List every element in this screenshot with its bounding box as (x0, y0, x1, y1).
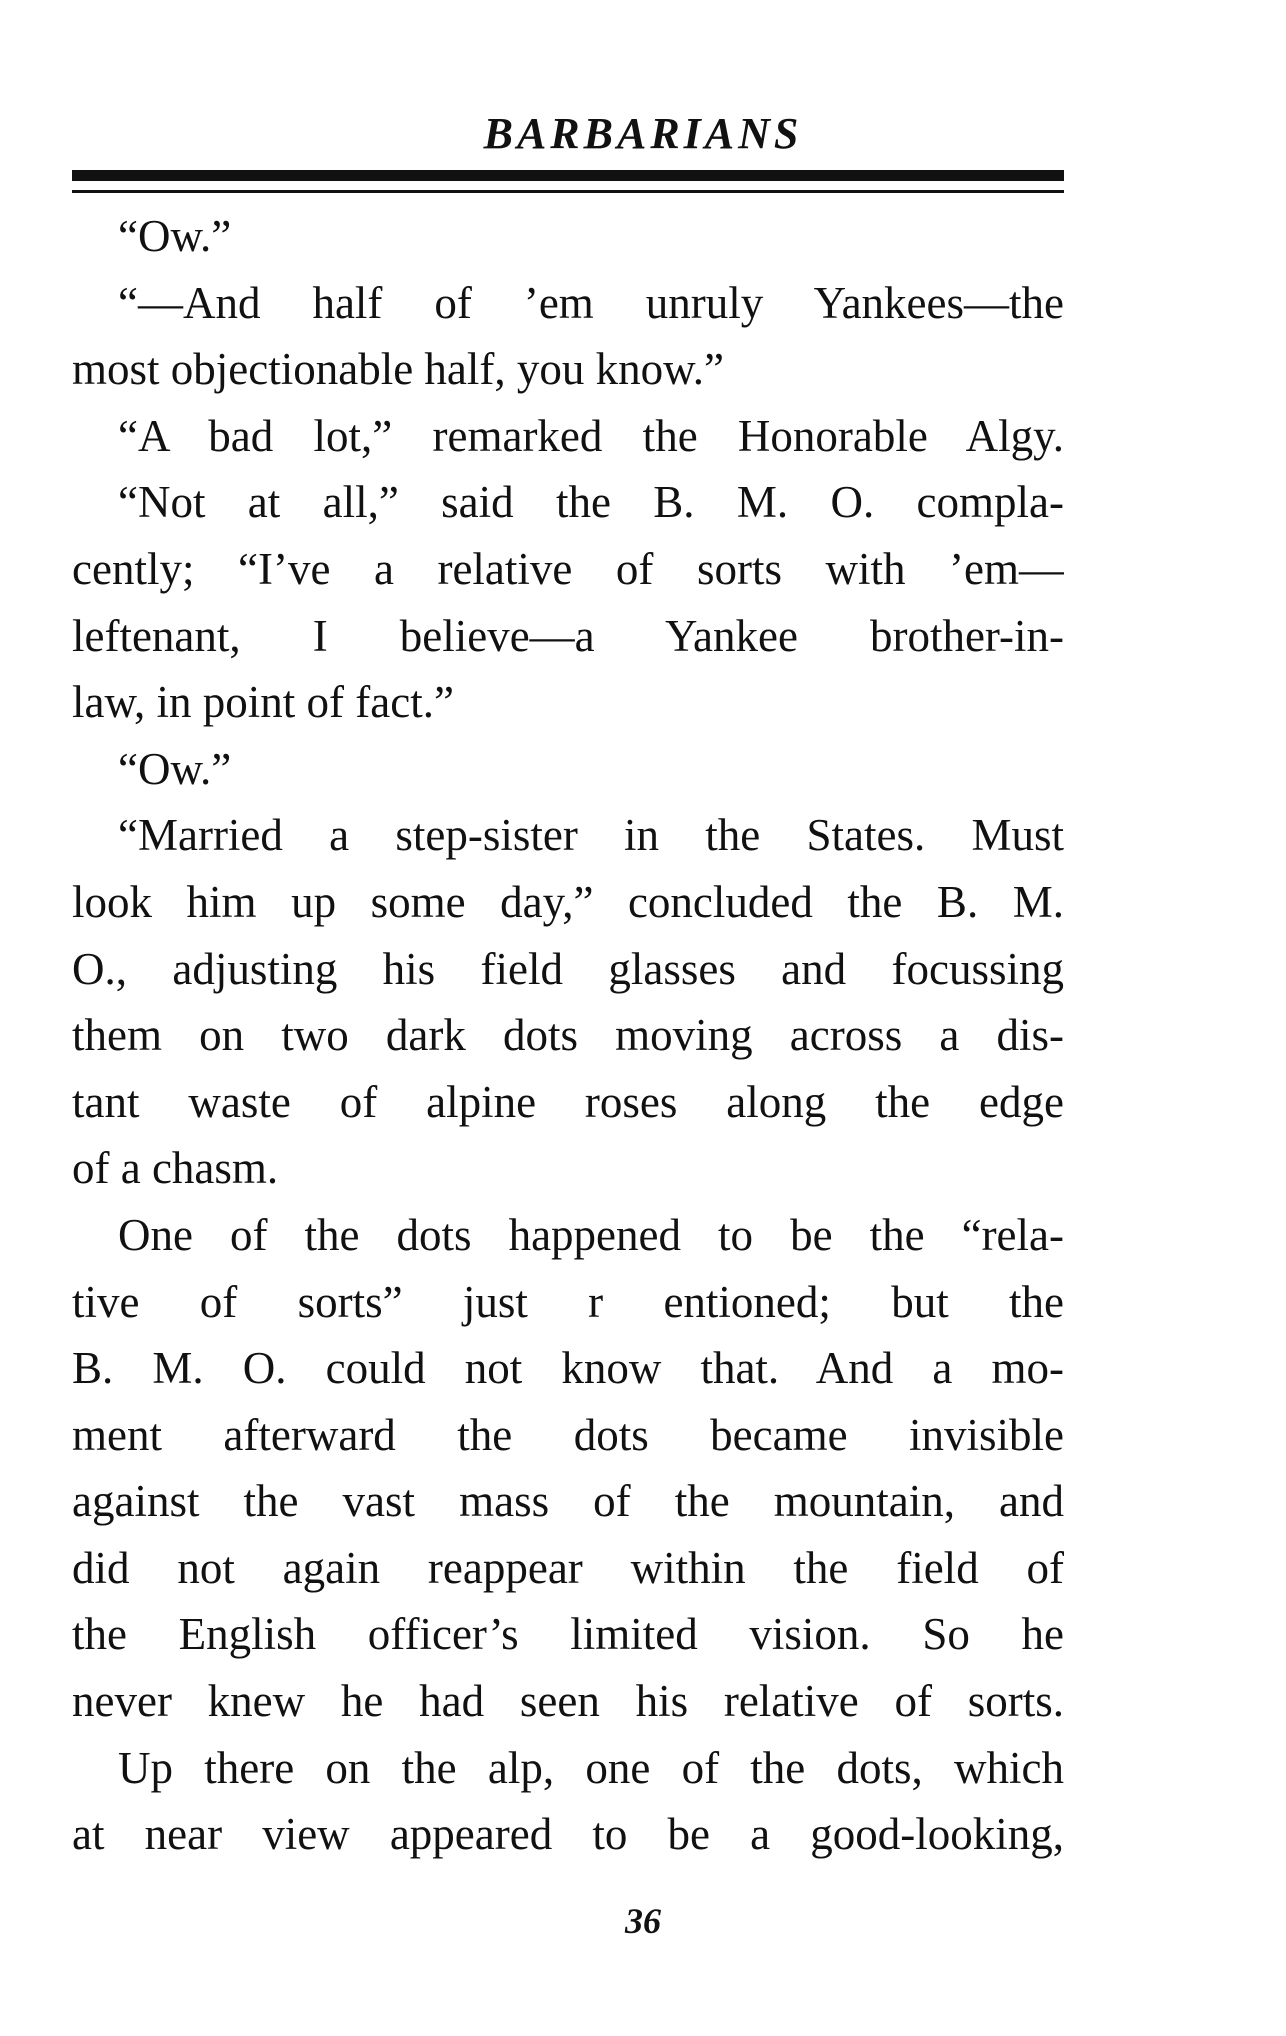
text-line: B. M. O. could not know that. And a mo- (72, 1343, 1064, 1394)
text-line: them on two dark dots moving across a dis- (72, 1010, 1064, 1061)
text-line: “Married a step-sister in the States. Must (118, 810, 1064, 861)
header-rule-thick (72, 170, 1064, 181)
text-line: never knew he had seen his relative of sorts. (72, 1676, 1064, 1727)
text-line: ment afterward the dots became invisible (72, 1409, 1064, 1460)
text-line: “Ow.” (118, 211, 232, 261)
header-rule-thin (72, 190, 1064, 193)
text-line: law, in point of fact.” (72, 677, 454, 728)
text-line: “—And half of ’em unruly Yankees—the (118, 277, 1064, 328)
text-line: tive of sorts” just r entioned; but the (72, 1276, 1064, 1327)
text-line: most objectionable half, you know.” (72, 344, 724, 395)
text-line: “A bad lot,” remarked the Honorable Algy. (118, 410, 1064, 461)
text-line: Up there on the alp, one of the dots, which (118, 1742, 1064, 1793)
text-line: leftenant, I believe—a Yankee brother-in- (72, 610, 1064, 661)
text-line: the English officer’s limited vision. So he (72, 1609, 1064, 1660)
text-line: cently; “I’ve a relative of sorts with ’em— (72, 543, 1064, 594)
text-line: did not again reappear within the field of (72, 1542, 1064, 1593)
text-line: at near view appeared to be a good-looking, (72, 1809, 1064, 1860)
running-header-title: BARBARIANS (483, 109, 803, 158)
page-number: 36 (625, 1901, 661, 1941)
text-line: of a chasm. (72, 1143, 279, 1194)
text-line: look him up some day,” concluded the B. M. (72, 876, 1064, 927)
text-line: “Not at all,” said the B. M. O. compla- (118, 477, 1064, 528)
text-line: against the vast mass of the mountain, and (72, 1476, 1064, 1527)
text-line: One of the dots happened to be the “rela- (118, 1209, 1064, 1260)
body-text (72, 203, 1064, 1868)
text-line: “Ow.” (118, 743, 232, 794)
text-line: tant waste of alpine roses along the edge (72, 1076, 1064, 1127)
text-line: O., adjusting his field glasses and focussing (72, 943, 1064, 994)
